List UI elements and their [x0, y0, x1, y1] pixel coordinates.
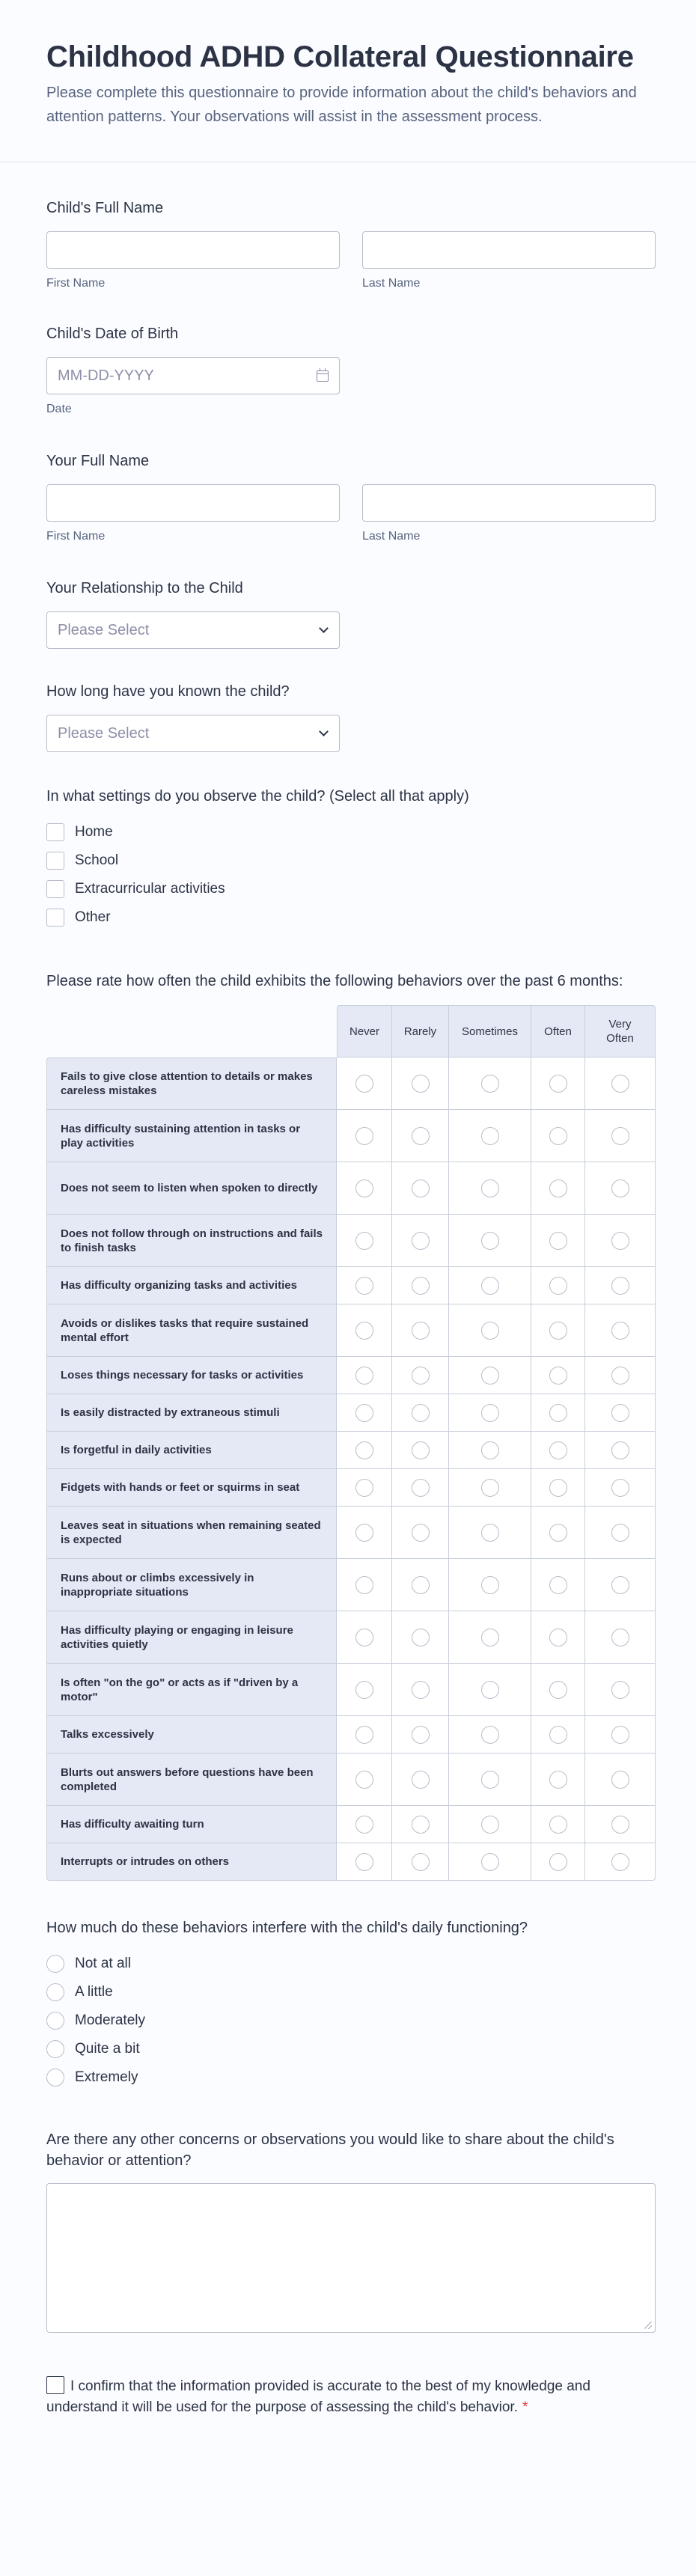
- matrix-row: [46, 1611, 656, 1664]
- interference-option-not-at-all[interactable]: [46, 1950, 656, 1978]
- matrix-cell[interactable]: [337, 1394, 392, 1432]
- radio-button[interactable]: [481, 1232, 499, 1250]
- radio-button[interactable]: [412, 1277, 430, 1295]
- radio-button[interactable]: [355, 1441, 373, 1459]
- concerns-field: [46, 2092, 656, 2333]
- interference-label: How much do these behaviors interfere with the child's daily functioning?: [46, 1920, 528, 1936]
- matrix-cell[interactable]: [531, 1215, 585, 1267]
- matrix-row: [46, 1469, 656, 1507]
- form-header: [0, 0, 696, 162]
- matrix-cell[interactable]: [392, 1215, 449, 1267]
- radio-button[interactable]: [412, 1075, 430, 1093]
- matrix-cell[interactable]: [392, 1559, 449, 1611]
- radio-button[interactable]: [46, 2012, 64, 2030]
- matrix-cell[interactable]: [337, 1432, 392, 1469]
- matrix-cell[interactable]: [392, 1469, 449, 1507]
- matrix-cell[interactable]: [585, 1754, 656, 1806]
- radio-button[interactable]: [355, 1277, 373, 1295]
- checkbox-label[interactable]: Extracurricular activities: [75, 881, 225, 897]
- matrix-cell[interactable]: [449, 1304, 531, 1357]
- your-first-name-input[interactable]: [46, 484, 340, 522]
- radio-button[interactable]: [355, 1404, 373, 1422]
- matrix-cell[interactable]: [585, 1267, 656, 1304]
- matrix-cell[interactable]: [449, 1267, 531, 1304]
- matrix-cell[interactable]: [531, 1162, 585, 1215]
- child-first-name-input[interactable]: [46, 231, 340, 269]
- form-title: Childhood ADHD Collateral Questionnaire: [46, 40, 634, 73]
- radio-button[interactable]: [355, 1726, 373, 1744]
- checkbox[interactable]: [46, 909, 64, 927]
- matrix-cell[interactable]: [531, 1843, 585, 1881]
- radio-button[interactable]: [611, 1179, 629, 1197]
- matrix-cell[interactable]: [531, 1754, 585, 1806]
- matrix-cell[interactable]: [585, 1394, 656, 1432]
- radio-button[interactable]: [355, 1179, 373, 1197]
- radio-button[interactable]: [412, 1367, 430, 1385]
- confirm-field: [46, 2333, 656, 2418]
- matrix-cell[interactable]: [449, 1806, 531, 1843]
- radio-button[interactable]: [46, 1955, 64, 1973]
- interference-option-quite-a-bit[interactable]: [46, 2035, 656, 2063]
- radio-button[interactable]: [481, 1629, 499, 1646]
- matrix-row-label: Talks excessively: [46, 1716, 337, 1754]
- radio-button[interactable]: [481, 1127, 499, 1145]
- checkbox-label[interactable]: Other: [75, 909, 111, 925]
- matrix-column-header: Sometimes: [449, 1005, 531, 1057]
- confirm-statement: [46, 2376, 656, 2418]
- radio-button[interactable]: [481, 1404, 499, 1422]
- matrix-cell[interactable]: [531, 1716, 585, 1754]
- matrix-cell[interactable]: [392, 1432, 449, 1469]
- matrix-cell[interactable]: [392, 1754, 449, 1806]
- child-dob-field: [46, 291, 656, 417]
- matrix-cell[interactable]: [392, 1162, 449, 1215]
- matrix-cell[interactable]: [585, 1057, 656, 1110]
- radio-button[interactable]: [355, 1367, 373, 1385]
- matrix-cell[interactable]: [337, 1754, 392, 1806]
- interference-option-extremely[interactable]: [46, 2063, 656, 2092]
- matrix-cell[interactable]: [449, 1716, 531, 1754]
- checkbox-label[interactable]: School: [75, 852, 119, 868]
- radio-label[interactable]: Moderately: [75, 2012, 145, 2028]
- radio-button[interactable]: [412, 1404, 430, 1422]
- matrix-row: [46, 1754, 656, 1806]
- radio-button[interactable]: [481, 1853, 499, 1871]
- matrix-row: [46, 1057, 656, 1110]
- radio-button[interactable]: [611, 1816, 629, 1834]
- radio-button[interactable]: [549, 1232, 567, 1250]
- chevron-down-icon: [319, 727, 329, 736]
- matrix-cell[interactable]: [449, 1110, 531, 1162]
- matrix-cell[interactable]: [392, 1843, 449, 1881]
- matrix-cell[interactable]: [585, 1432, 656, 1469]
- matrix-cell[interactable]: [337, 1357, 392, 1394]
- matrix-column-header: Rarely: [392, 1005, 449, 1057]
- radio-button[interactable]: [611, 1524, 629, 1542]
- matrix-cell[interactable]: [449, 1843, 531, 1881]
- radio-button[interactable]: [355, 1479, 373, 1497]
- child-last-name-input[interactable]: [362, 231, 656, 269]
- known-duration-select[interactable]: [46, 715, 340, 752]
- form-description: Please complete this questionnaire to provide information about the child's behaviors and attention patterns. Your observations will assist in the assessment process.: [46, 85, 637, 125]
- radio-button[interactable]: [355, 1232, 373, 1250]
- radio-button[interactable]: [549, 1771, 567, 1789]
- form-body: [0, 162, 696, 2418]
- radio-button[interactable]: [481, 1816, 499, 1834]
- matrix-cell[interactable]: [585, 1806, 656, 1843]
- matrix-row-label: Has difficulty playing or engaging in leisure activities quietly: [46, 1611, 337, 1664]
- child-name-label: Child's Full Name: [46, 200, 164, 216]
- radio-button[interactable]: [611, 1771, 629, 1789]
- matrix-cell[interactable]: [392, 1507, 449, 1559]
- calendar-icon[interactable]: [317, 370, 329, 382]
- matrix-cell[interactable]: [585, 1611, 656, 1664]
- concerns-textarea[interactable]: [46, 2183, 656, 2333]
- matrix-row: [46, 1394, 656, 1432]
- matrix-row-label: Does not follow through on instructions and fails to finish tasks: [46, 1215, 337, 1267]
- child-last-name-sublabel: Last Name: [362, 277, 421, 290]
- matrix-cell[interactable]: [337, 1716, 392, 1754]
- radio-button[interactable]: [549, 1179, 567, 1197]
- radio-button[interactable]: [412, 1726, 430, 1744]
- known-duration-selected: Please Select: [58, 724, 150, 742]
- radio-button[interactable]: [412, 1816, 430, 1834]
- settings-option-school[interactable]: [46, 846, 656, 875]
- confirm-label[interactable]: I confirm that the information provided is accurate to the best of my knowledge and understand it will be used for the purpose of assessing the child's behavior.: [46, 2378, 590, 2415]
- radio-button[interactable]: [611, 1629, 629, 1646]
- matrix-cell[interactable]: [449, 1469, 531, 1507]
- radio-button[interactable]: [549, 1629, 567, 1646]
- matrix-cell[interactable]: [531, 1394, 585, 1432]
- radio-button[interactable]: [611, 1726, 629, 1744]
- radio-button[interactable]: [611, 1404, 629, 1422]
- radio-button[interactable]: [611, 1681, 629, 1699]
- radio-button[interactable]: [549, 1322, 567, 1340]
- radio-label[interactable]: A little: [75, 1984, 113, 2000]
- matrix-row: [46, 1507, 656, 1559]
- radio-button[interactable]: [412, 1771, 430, 1789]
- matrix-row-label: Loses things necessary for tasks or activities: [46, 1357, 337, 1394]
- matrix-cell[interactable]: [392, 1664, 449, 1716]
- chevron-down-icon: [319, 623, 329, 633]
- matrix-cell[interactable]: [585, 1304, 656, 1357]
- radio-button[interactable]: [549, 1277, 567, 1295]
- radio-button[interactable]: [481, 1179, 499, 1197]
- matrix-row-label: Runs about or climbs excessively in inappropriate situations: [46, 1559, 337, 1611]
- radio-button[interactable]: [549, 1404, 567, 1422]
- radio-button[interactable]: [611, 1277, 629, 1295]
- radio-button[interactable]: [549, 1127, 567, 1145]
- radio-button[interactable]: [481, 1576, 499, 1594]
- radio-button[interactable]: [355, 1576, 373, 1594]
- settings-field: [46, 752, 656, 932]
- radio-button[interactable]: [549, 1853, 567, 1871]
- matrix-row-label: Is often "on the go" or acts as if "driven by a motor": [46, 1664, 337, 1716]
- known-duration-field: [46, 649, 656, 752]
- radio-button[interactable]: [611, 1075, 629, 1093]
- behaviors-matrix: [46, 1005, 656, 1881]
- matrix-cell[interactable]: [585, 1110, 656, 1162]
- matrix-column-header: Very Often: [585, 1005, 656, 1057]
- matrix-row-label: Has difficulty sustaining attention in tasks or play activities: [46, 1110, 337, 1162]
- matrix-row: [46, 1215, 656, 1267]
- matrix-cell[interactable]: [392, 1611, 449, 1664]
- matrix-cell[interactable]: [449, 1664, 531, 1716]
- matrix-cell[interactable]: [531, 1559, 585, 1611]
- radio-button[interactable]: [355, 1127, 373, 1145]
- matrix-row: [46, 1843, 656, 1881]
- radio-button[interactable]: [481, 1277, 499, 1295]
- matrix-cell[interactable]: [449, 1394, 531, 1432]
- matrix-cell[interactable]: [531, 1357, 585, 1394]
- matrix-cell[interactable]: [392, 1057, 449, 1110]
- matrix-cell[interactable]: [449, 1357, 531, 1394]
- radio-button[interactable]: [549, 1726, 567, 1744]
- matrix-cell[interactable]: [585, 1507, 656, 1559]
- radio-button[interactable]: [549, 1576, 567, 1594]
- matrix-cell[interactable]: [392, 1394, 449, 1432]
- matrix-cell[interactable]: [531, 1507, 585, 1559]
- radio-button[interactable]: [549, 1681, 567, 1699]
- matrix-cell[interactable]: [531, 1806, 585, 1843]
- matrix-cell[interactable]: [392, 1267, 449, 1304]
- interference-field: [46, 1881, 656, 2092]
- matrix-cell[interactable]: [449, 1611, 531, 1664]
- matrix-cell[interactable]: [585, 1716, 656, 1754]
- matrix-cell[interactable]: [449, 1507, 531, 1559]
- matrix-cell[interactable]: [337, 1559, 392, 1611]
- child-first-name-sublabel: First Name: [46, 277, 106, 290]
- matrix-cell[interactable]: [449, 1162, 531, 1215]
- matrix-row-label: Does not seem to listen when spoken to directly: [46, 1162, 337, 1215]
- radio-button[interactable]: [412, 1853, 430, 1871]
- your-name-field: [46, 417, 656, 544]
- matrix-row-label: Avoids or dislikes tasks that require sustained mental effort: [46, 1304, 337, 1357]
- radio-button[interactable]: [481, 1524, 499, 1542]
- radio-button[interactable]: [611, 1479, 629, 1497]
- your-last-name-sublabel: Last Name: [362, 530, 421, 543]
- matrix-cell[interactable]: [531, 1664, 585, 1716]
- matrix-cell[interactable]: [337, 1806, 392, 1843]
- matrix-row: [46, 1432, 656, 1469]
- matrix-cell[interactable]: [531, 1611, 585, 1664]
- matrix-row: [46, 1357, 656, 1394]
- radio-button[interactable]: [46, 2040, 64, 2058]
- matrix-cell[interactable]: [337, 1215, 392, 1267]
- radio-button[interactable]: [46, 2069, 64, 2087]
- behaviors-label: Please rate how often the child exhibits the following behaviors over the past 6 months:: [46, 973, 623, 989]
- matrix-row: [46, 1267, 656, 1304]
- child-dob-input[interactable]: [46, 357, 340, 394]
- your-name-label: Your Full Name: [46, 453, 150, 469]
- settings-option-other[interactable]: [46, 903, 656, 932]
- settings-options: [46, 818, 656, 932]
- matrix-cell[interactable]: [337, 1162, 392, 1215]
- interference-option-moderately[interactable]: [46, 2006, 656, 2035]
- matrix-cell[interactable]: [337, 1507, 392, 1559]
- radio-button[interactable]: [355, 1629, 373, 1646]
- radio-button[interactable]: [549, 1367, 567, 1385]
- matrix-cell[interactable]: [531, 1432, 585, 1469]
- radio-button[interactable]: [549, 1479, 567, 1497]
- radio-button[interactable]: [412, 1524, 430, 1542]
- interference-option-a-little[interactable]: [46, 1978, 656, 2006]
- matrix-cell[interactable]: [449, 1754, 531, 1806]
- matrix-cell[interactable]: [531, 1110, 585, 1162]
- radio-button[interactable]: [481, 1771, 499, 1789]
- matrix-cell[interactable]: [449, 1559, 531, 1611]
- radio-button[interactable]: [412, 1576, 430, 1594]
- radio-button[interactable]: [412, 1179, 430, 1197]
- relationship-label: Your Relationship to the Child: [46, 580, 243, 596]
- radio-button[interactable]: [46, 1983, 64, 2001]
- radio-label[interactable]: Not at all: [75, 1956, 131, 1971]
- radio-button[interactable]: [412, 1629, 430, 1646]
- matrix-row-label: Is easily distracted by extraneous stimuli: [46, 1394, 337, 1432]
- matrix-cell[interactable]: [585, 1357, 656, 1394]
- matrix-cell[interactable]: [449, 1057, 531, 1110]
- matrix-cell[interactable]: [449, 1432, 531, 1469]
- radio-button[interactable]: [355, 1816, 373, 1834]
- radio-button[interactable]: [355, 1853, 373, 1871]
- matrix-row-label: Leaves seat in situations when remaining seated is expected: [46, 1507, 337, 1559]
- radio-button[interactable]: [412, 1681, 430, 1699]
- radio-button[interactable]: [611, 1232, 629, 1250]
- concerns-label: Are there any other concerns or observations you would like to share about the child's behavior or attention?: [46, 2131, 614, 2169]
- matrix-row-label: Fidgets with hands or feet or squirms in seat: [46, 1469, 337, 1507]
- matrix-row-label: Has difficulty awaiting turn: [46, 1806, 337, 1843]
- radio-label[interactable]: Extremely: [75, 2069, 138, 2085]
- matrix-cell[interactable]: [337, 1304, 392, 1357]
- matrix-cell[interactable]: [585, 1162, 656, 1215]
- radio-button[interactable]: [549, 1524, 567, 1542]
- radio-button[interactable]: [481, 1441, 499, 1459]
- matrix-cell[interactable]: [337, 1843, 392, 1881]
- matrix-row: [46, 1716, 656, 1754]
- matrix-cell[interactable]: [585, 1559, 656, 1611]
- matrix-row: [46, 1162, 656, 1215]
- your-last-name-input[interactable]: [362, 484, 656, 522]
- settings-option-home[interactable]: [46, 818, 656, 846]
- radio-button[interactable]: [549, 1075, 567, 1093]
- matrix-cell[interactable]: [585, 1469, 656, 1507]
- matrix-cell[interactable]: [585, 1843, 656, 1881]
- radio-button[interactable]: [412, 1127, 430, 1145]
- radio-label[interactable]: Quite a bit: [75, 2041, 140, 2057]
- radio-button[interactable]: [549, 1816, 567, 1834]
- matrix-cell[interactable]: [531, 1469, 585, 1507]
- matrix-row: [46, 1559, 656, 1611]
- matrix-cell[interactable]: [531, 1267, 585, 1304]
- radio-button[interactable]: [481, 1726, 499, 1744]
- confirm-checkbox[interactable]: [46, 2376, 64, 2394]
- matrix-cell[interactable]: [337, 1611, 392, 1664]
- radio-button[interactable]: [412, 1232, 430, 1250]
- matrix-cell[interactable]: [392, 1357, 449, 1394]
- matrix-row: [46, 1806, 656, 1843]
- radio-button[interactable]: [412, 1441, 430, 1459]
- matrix-cell[interactable]: [337, 1057, 392, 1110]
- radio-button[interactable]: [611, 1576, 629, 1594]
- matrix-row: [46, 1110, 656, 1162]
- radio-button[interactable]: [355, 1075, 373, 1093]
- behaviors-field: [46, 932, 656, 1881]
- radio-button[interactable]: [481, 1075, 499, 1093]
- matrix-row-label: Fails to give close attention to details or makes careless mistakes: [46, 1057, 337, 1110]
- required-mark: *: [522, 2399, 528, 2415]
- matrix-cell[interactable]: [337, 1110, 392, 1162]
- matrix-cell[interactable]: [337, 1664, 392, 1716]
- radio-button[interactable]: [611, 1367, 629, 1385]
- radio-button[interactable]: [481, 1367, 499, 1385]
- matrix-cell[interactable]: [449, 1215, 531, 1267]
- matrix-cell[interactable]: [392, 1716, 449, 1754]
- radio-button[interactable]: [611, 1127, 629, 1145]
- radio-button[interactable]: [481, 1322, 499, 1340]
- matrix-column-header: Often: [531, 1005, 585, 1057]
- matrix-column-header: Never: [337, 1005, 392, 1057]
- checkbox[interactable]: [46, 880, 64, 898]
- checkbox[interactable]: [46, 852, 64, 870]
- matrix-cell[interactable]: [531, 1057, 585, 1110]
- your-first-name-sublabel: First Name: [46, 530, 106, 543]
- matrix-row-label: Blurts out answers before questions have been completed: [46, 1754, 337, 1806]
- relationship-select[interactable]: [46, 611, 340, 649]
- radio-button[interactable]: [611, 1441, 629, 1459]
- radio-button[interactable]: [549, 1441, 567, 1459]
- child-dob-placeholder: MM-DD-YYYY: [58, 367, 154, 384]
- radio-button[interactable]: [412, 1479, 430, 1497]
- matrix-cell[interactable]: [337, 1267, 392, 1304]
- matrix-cell[interactable]: [392, 1806, 449, 1843]
- radio-button[interactable]: [355, 1524, 373, 1542]
- interference-options: [46, 1950, 656, 2092]
- matrix-row-label: Interrupts or intrudes on others: [46, 1843, 337, 1881]
- radio-button[interactable]: [355, 1771, 373, 1789]
- known-duration-label: How long have you known the child?: [46, 683, 290, 700]
- radio-button[interactable]: [481, 1681, 499, 1699]
- checkbox[interactable]: [46, 823, 64, 841]
- radio-button[interactable]: [355, 1322, 373, 1340]
- resize-handle-icon[interactable]: [644, 2322, 652, 2329]
- settings-option-extracurricular[interactable]: [46, 875, 656, 903]
- radio-button[interactable]: [611, 1853, 629, 1871]
- relationship-selected: Please Select: [58, 621, 150, 638]
- matrix-cell[interactable]: [531, 1304, 585, 1357]
- matrix-row-label: Has difficulty organizing tasks and activities: [46, 1267, 337, 1304]
- matrix-cell[interactable]: [392, 1304, 449, 1357]
- matrix-corner: [46, 1005, 337, 1057]
- child-dob-label: Child's Date of Birth: [46, 326, 179, 342]
- radio-button[interactable]: [412, 1322, 430, 1340]
- child-name-field: [46, 162, 656, 291]
- matrix-cell[interactable]: [337, 1469, 392, 1507]
- matrix-row-label: Is forgetful in daily activities: [46, 1432, 337, 1469]
- radio-button[interactable]: [355, 1681, 373, 1699]
- settings-label: In what settings do you observe the child? (Select all that apply): [46, 788, 469, 805]
- child-dob-sublabel: Date: [46, 403, 72, 415]
- matrix-cell[interactable]: [585, 1664, 656, 1716]
- matrix-row: [46, 1664, 656, 1716]
- relationship-field: [46, 544, 656, 649]
- matrix-row: [46, 1304, 656, 1357]
- checkbox-label[interactable]: Home: [75, 824, 113, 840]
- radio-button[interactable]: [611, 1322, 629, 1340]
- matrix-cell[interactable]: [392, 1110, 449, 1162]
- matrix-cell[interactable]: [585, 1215, 656, 1267]
- radio-button[interactable]: [481, 1479, 499, 1497]
